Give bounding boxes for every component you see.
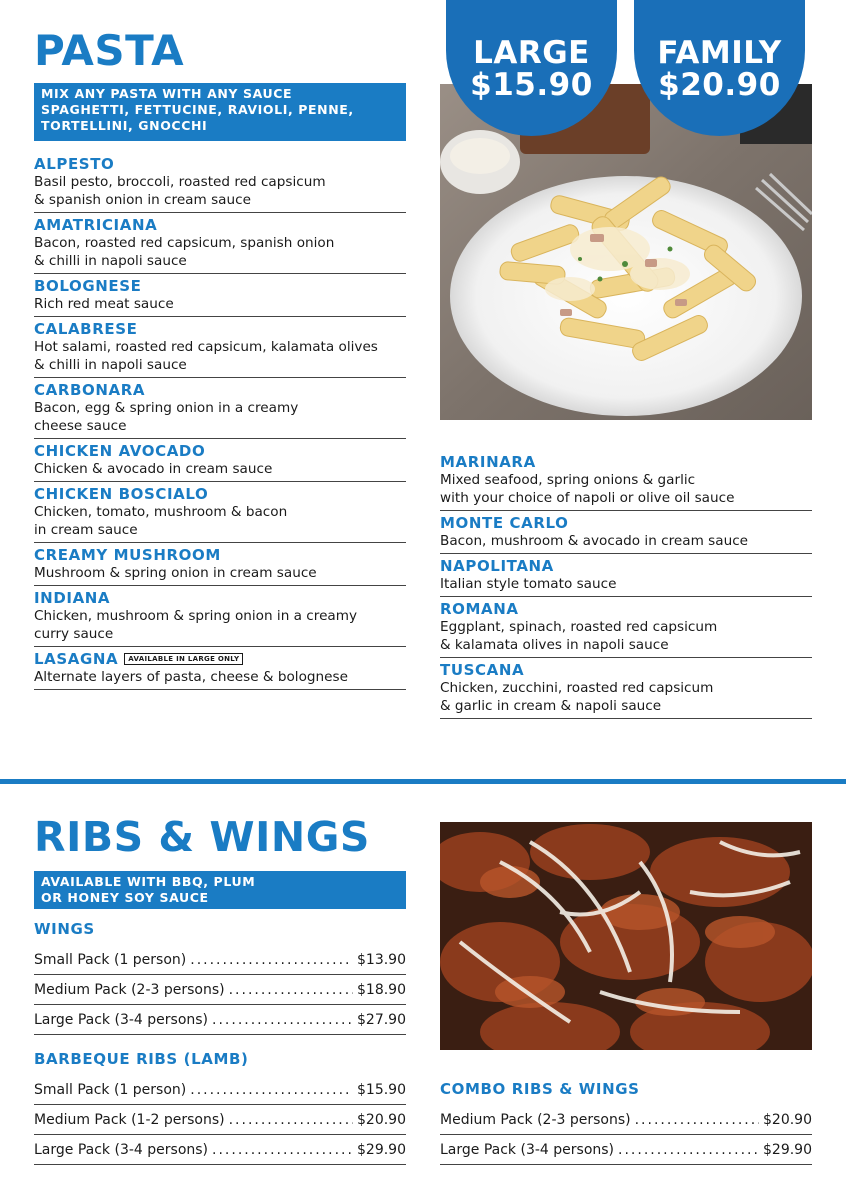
menu-item-description: Hot salami, roasted red capsicum, kalamata olives (34, 339, 378, 355)
price-row (34, 1135, 406, 1165)
menu-item-name (34, 546, 406, 564)
menu-item-name (440, 453, 812, 471)
menu-item-description: in cream sauce (34, 522, 138, 538)
availability-badge: AVAILABLE IN LARGE ONLY (124, 653, 243, 665)
menu-item (34, 152, 406, 213)
menu-item-name (34, 485, 406, 503)
menu-item (34, 213, 406, 274)
pack-price: $29.90 (357, 1142, 406, 1158)
menu-item-name-text: LASAGNA (34, 650, 119, 668)
menu-item-description: & chilli in napoli sauce (34, 253, 187, 269)
dot-leader (212, 1135, 353, 1165)
menu-item (440, 450, 812, 511)
menu-item-name-text: BOLOGNESE (34, 277, 142, 295)
family-price: $20.90 (658, 67, 781, 103)
ribs-wings-title: RIBS & WINGS (34, 813, 370, 861)
price-row (34, 1075, 406, 1105)
pasta-banner-line: SPAGHETTI, FETTUCINE, RAVIOLI, PENNE, (41, 102, 354, 117)
pack-price: $27.90 (357, 1012, 406, 1028)
pack-price: $13.90 (357, 952, 406, 968)
ribs-banner-line: OR HONEY SOY SAUCE (41, 890, 209, 905)
family-size-label: FAMILY (657, 35, 782, 71)
menu-item-description: & chilli in napoli sauce (34, 357, 187, 373)
pack-price: $15.90 (357, 1082, 406, 1098)
menu-item-description: Rich red meat sauce (34, 296, 174, 312)
wings-price-list (34, 945, 406, 1035)
price-row (34, 975, 406, 1005)
menu-item-name (440, 661, 812, 679)
pack-price: $20.90 (763, 1112, 812, 1128)
menu-item-name-text: MONTE CARLO (440, 514, 569, 532)
menu-item-name (34, 381, 406, 399)
menu-item (440, 597, 812, 658)
menu-item-name-text: TUSCANA (440, 661, 525, 679)
pasta-banner (34, 83, 406, 141)
ribs-price-list (34, 1075, 406, 1165)
price-row (440, 1105, 812, 1135)
menu-item-description: curry sauce (34, 626, 114, 642)
dot-leader (618, 1135, 759, 1165)
menu-item-name-text: MARINARA (440, 453, 536, 471)
menu-item-name (34, 442, 406, 460)
menu-item-description: Bacon, egg & spring onion in a creamy (34, 400, 299, 416)
pack-label: Large Pack (3-4 persons) (440, 1142, 615, 1158)
dot-leader (190, 945, 353, 975)
pack-label: Medium Pack (2-3 persons) (34, 982, 225, 998)
menu-item-description: & garlic in cream & napoli sauce (440, 698, 662, 714)
menu-item-name (34, 320, 406, 338)
menu-item-name-text: CALABRESE (34, 320, 138, 338)
menu-item (34, 543, 406, 586)
menu-item-description: Mixed seafood, spring onions & garlic (440, 472, 696, 488)
menu-item-name (34, 589, 406, 607)
section-divider (0, 779, 846, 784)
menu-item-name-text: CARBONARA (34, 381, 146, 399)
menu-item-name (34, 216, 406, 234)
wings-photo (440, 822, 812, 1050)
menu-item-name-text: CREAMY MUSHROOM (34, 546, 221, 564)
dot-leader (229, 1105, 353, 1135)
price-row (440, 1135, 812, 1165)
menu-item-description: & kalamata olives in napoli sauce (440, 637, 669, 653)
menu-item-description: Italian style tomato sauce (440, 576, 617, 592)
menu-item-name (440, 557, 812, 575)
menu-item-description: Basil pesto, broccoli, roasted red capsicum (34, 174, 326, 190)
menu-item-description: with your choice of napoli or olive oil sauce (440, 490, 735, 506)
menu-item (440, 554, 812, 597)
menu-item-description: cheese sauce (34, 418, 127, 434)
combo-heading: COMBO RIBS & WINGS (440, 1080, 640, 1098)
menu-item-name-text: CHICKEN AVOCADO (34, 442, 206, 460)
menu-item (34, 317, 406, 378)
menu-item-name (440, 600, 812, 618)
menu-item-description: Bacon, roasted red capsicum, spanish onion (34, 235, 335, 251)
menu-item-name-text: NAPOLITANA (440, 557, 554, 575)
menu-item-description: & spanish onion in cream sauce (34, 192, 251, 208)
large-size-label: LARGE (473, 35, 590, 71)
dot-leader (212, 1005, 353, 1035)
dot-leader (635, 1105, 759, 1135)
pack-label: Medium Pack (2-3 persons) (440, 1112, 631, 1128)
menu-item-description: Chicken, zucchini, roasted red capsicum (440, 680, 714, 696)
menu-item-name-text: ROMANA (440, 600, 519, 618)
menu-item (34, 482, 406, 543)
menu-item-description: Eggplant, spinach, roasted red capsicum (440, 619, 718, 635)
price-row (34, 1105, 406, 1135)
menu-item-name (440, 514, 812, 532)
ribs-banner-line: AVAILABLE WITH BBQ, PLUM (41, 874, 256, 889)
wings-dish-image (440, 822, 812, 1050)
menu-item (34, 439, 406, 482)
menu-item-name-text: AMATRICIANA (34, 216, 158, 234)
pasta-right-list (440, 450, 812, 719)
menu-item-description: Chicken, tomato, mushroom & bacon (34, 504, 288, 520)
menu-item (34, 378, 406, 439)
menu-item (34, 647, 406, 690)
pack-price: $20.90 (357, 1112, 406, 1128)
pack-price: $18.90 (357, 982, 406, 998)
pack-price: $29.90 (763, 1142, 812, 1158)
dot-leader (190, 1075, 353, 1105)
pack-label: Large Pack (3-4 persons) (34, 1142, 209, 1158)
combo-price-list (440, 1105, 812, 1165)
ribs-banner (34, 871, 406, 909)
menu-item-name-text: INDIANA (34, 589, 111, 607)
pack-label: Large Pack (3-4 persons) (34, 1012, 209, 1028)
price-row (34, 1005, 406, 1035)
menu-item (34, 586, 406, 647)
menu-item-description: Alternate layers of pasta, cheese & bolognese (34, 669, 348, 685)
pasta-left-list (34, 152, 406, 690)
menu-item (440, 658, 812, 719)
dot-leader (229, 975, 353, 1005)
menu-item-name (34, 277, 406, 295)
pasta-title: PASTA (34, 26, 185, 75)
ribs-lamb-heading: BARBEQUE RIBS (LAMB) (34, 1050, 249, 1068)
menu-item-name (34, 650, 406, 668)
large-price: $15.90 (470, 67, 593, 103)
pasta-photo (440, 84, 812, 420)
pack-label: Small Pack (1 person) (34, 1082, 187, 1098)
menu-item-description: Bacon, mushroom & avocado in cream sauce (440, 533, 749, 549)
menu-item-description: Mushroom & spring onion in cream sauce (34, 565, 317, 581)
pack-label: Small Pack (1 person) (34, 952, 187, 968)
price-row (34, 945, 406, 975)
menu-item-name-text: CHICKEN BOSCIALO (34, 485, 209, 503)
menu-item (34, 274, 406, 317)
menu-item (440, 511, 812, 554)
menu-item-description: Chicken, mushroom & spring onion in a creamy (34, 608, 358, 624)
menu-item-description: Chicken & avocado in cream sauce (34, 461, 273, 477)
menu-item-name (34, 155, 406, 173)
wings-heading: WINGS (34, 920, 95, 938)
menu-item-name-text: ALPESTO (34, 155, 115, 173)
pack-label: Medium Pack (1-2 persons) (34, 1112, 225, 1128)
pasta-dish-image (440, 84, 812, 420)
pasta-banner-line: TORTELLINI, GNOCCHI (41, 118, 208, 133)
pasta-banner-line: MIX ANY PASTA WITH ANY SAUCE (41, 86, 293, 101)
